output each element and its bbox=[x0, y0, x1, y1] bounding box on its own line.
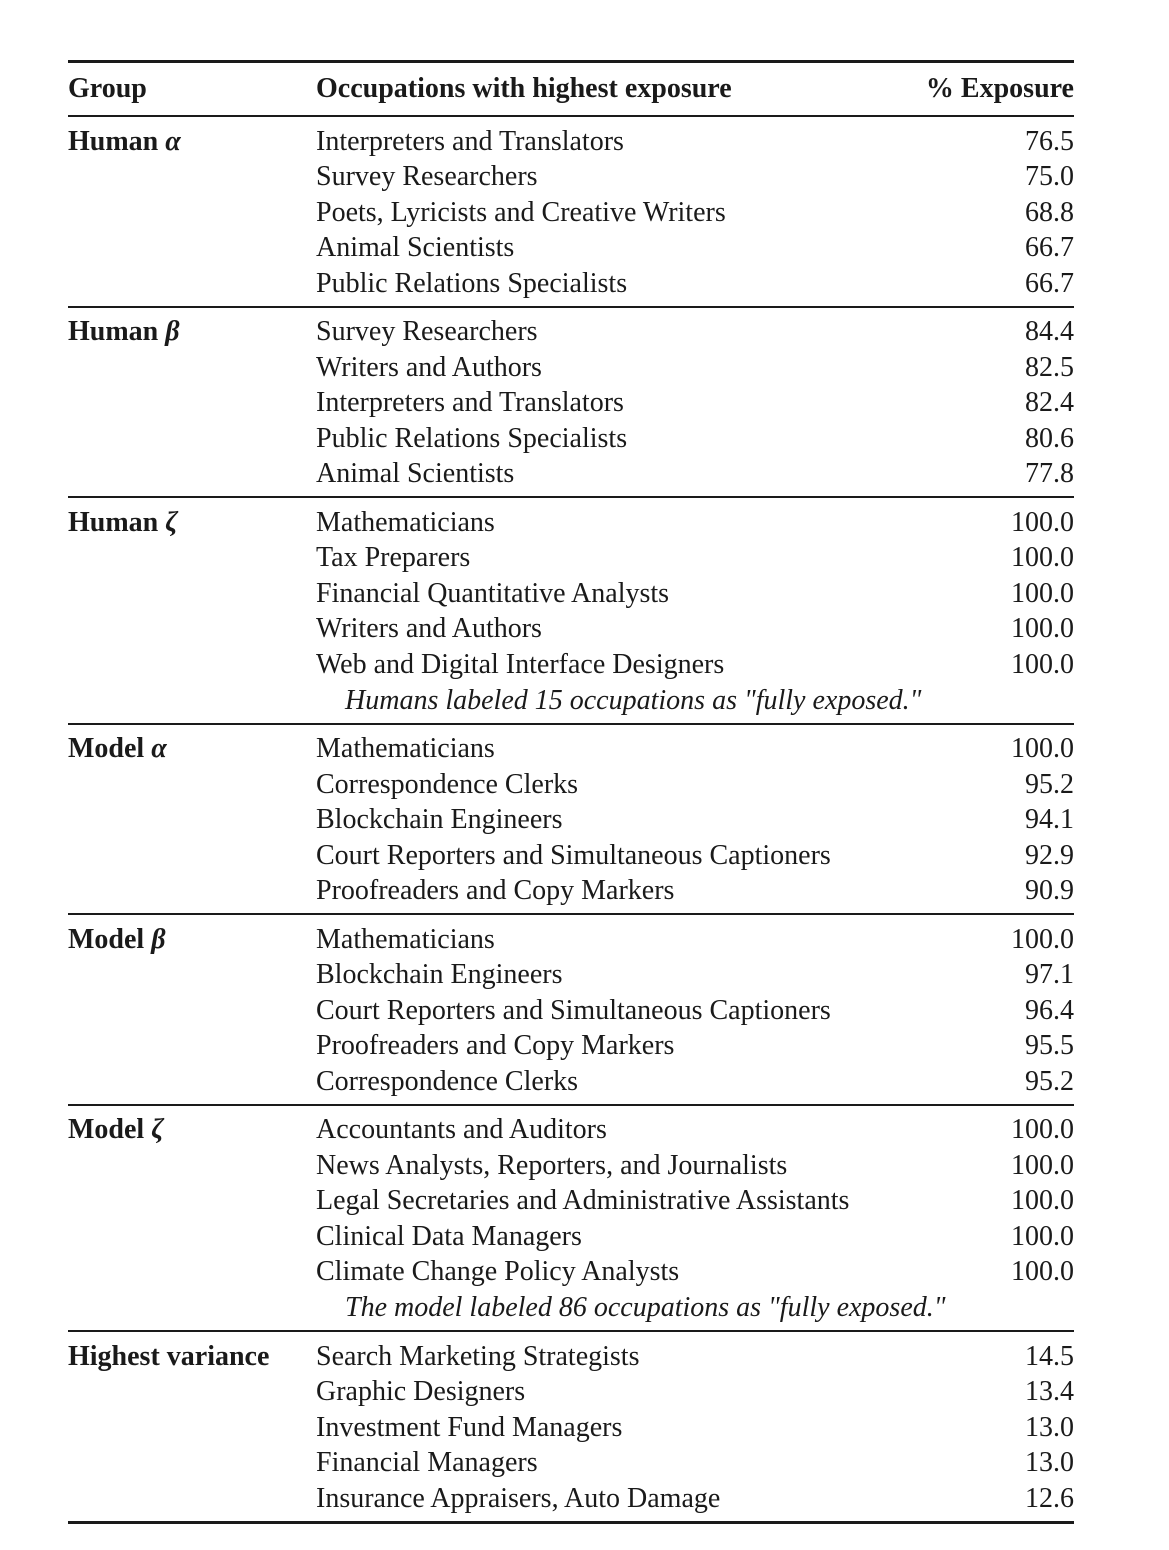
occupation-cell: Clinical Data Managers bbox=[316, 1220, 582, 1252]
table-row bbox=[68, 612, 1074, 648]
occupation-cell: Proofreaders and Copy Markers bbox=[316, 875, 675, 907]
exposure-cell: 68.8 bbox=[1025, 196, 1074, 228]
occupation-cell: Interpreters and Translators bbox=[316, 125, 624, 157]
exposure-cell: 13.0 bbox=[1025, 1447, 1074, 1479]
occupation-cell: Writers and Authors bbox=[316, 613, 542, 645]
table-section bbox=[68, 725, 1074, 914]
table-row bbox=[68, 732, 1074, 768]
group-label bbox=[68, 1341, 316, 1373]
group-label bbox=[68, 126, 316, 158]
occupation-cell: Search Marketing Strategists bbox=[316, 1340, 640, 1372]
exposure-cell: 66.7 bbox=[1025, 267, 1074, 299]
occupation-cell: Tax Preparers bbox=[316, 542, 471, 574]
group-name: Model bbox=[68, 733, 145, 765]
exposure-cell: 95.2 bbox=[1025, 768, 1074, 800]
occupation-cell: Correspondence Clerks bbox=[316, 1065, 579, 1097]
table-row bbox=[68, 1375, 1074, 1411]
table-header bbox=[68, 63, 1074, 115]
exposure-cell: 90.9 bbox=[1025, 875, 1074, 907]
occupation-cell: Animal Scientists bbox=[316, 458, 515, 490]
table-row bbox=[68, 838, 1074, 874]
table-section bbox=[68, 498, 1074, 723]
group-label bbox=[68, 316, 316, 348]
exposure-cell: 92.9 bbox=[1025, 839, 1074, 871]
table-row bbox=[68, 1481, 1074, 1517]
group-name: Human bbox=[68, 316, 159, 348]
exposure-table bbox=[68, 60, 1074, 1524]
exposure-cell: 100.0 bbox=[1011, 648, 1074, 680]
table-row bbox=[68, 1148, 1074, 1184]
exposure-cell: 100.0 bbox=[1011, 733, 1074, 765]
table-row bbox=[68, 1446, 1074, 1482]
table-body bbox=[68, 115, 1074, 1521]
exposure-cell: 97.1 bbox=[1025, 959, 1074, 991]
table-row bbox=[68, 874, 1074, 910]
table-row bbox=[68, 993, 1074, 1029]
exposure-cell: 95.5 bbox=[1025, 1030, 1074, 1062]
occupation-cell: Court Reporters and Simultaneous Captioners bbox=[316, 994, 831, 1026]
group-name: Highest variance bbox=[68, 1340, 270, 1372]
table-row bbox=[68, 767, 1074, 803]
exposure-cell: 82.4 bbox=[1025, 387, 1074, 419]
group-label bbox=[68, 507, 316, 539]
exposure-cell: 95.2 bbox=[1025, 1065, 1074, 1097]
exposure-cell: 12.6 bbox=[1025, 1482, 1074, 1514]
occupation-cell: Public Relations Specialists bbox=[316, 267, 628, 299]
occupation-cell: Climate Change Policy Analysts bbox=[316, 1256, 680, 1288]
table-row bbox=[68, 1410, 1074, 1446]
occupation-cell: Proofreaders and Copy Markers bbox=[316, 1030, 675, 1062]
group-label bbox=[68, 733, 316, 765]
group-symbol: α bbox=[151, 733, 167, 765]
header-exposure: % Exposure bbox=[925, 73, 1074, 104]
table-row bbox=[68, 958, 1074, 994]
occupation-cell: Writers and Authors bbox=[316, 351, 542, 383]
table-row bbox=[68, 647, 1074, 683]
occupation-cell: Poets, Lyricists and Creative Writers bbox=[316, 196, 726, 228]
group-name: Human bbox=[68, 506, 159, 538]
table-row bbox=[68, 457, 1074, 493]
table-section bbox=[68, 1332, 1074, 1521]
exposure-cell: 100.0 bbox=[1011, 1185, 1074, 1217]
occupation-cell: Legal Secretaries and Administrative Assistants bbox=[316, 1185, 850, 1217]
occupation-cell: Graphic Designers bbox=[316, 1376, 526, 1408]
table-row bbox=[68, 922, 1074, 958]
exposure-cell: 76.5 bbox=[1025, 125, 1074, 157]
group-symbol: β bbox=[151, 923, 166, 955]
table-row bbox=[68, 803, 1074, 839]
group-symbol: ζ bbox=[151, 1114, 164, 1146]
exposure-cell: 100.0 bbox=[1011, 923, 1074, 955]
table-row bbox=[68, 1255, 1074, 1291]
header-occupation: Occupations with highest exposure bbox=[316, 73, 732, 104]
exposure-cell: 100.0 bbox=[1011, 1220, 1074, 1252]
occupation-cell: Correspondence Clerks bbox=[316, 768, 579, 800]
section-note: Humans labeled 15 occupations as "fully exposed." bbox=[345, 684, 922, 716]
occupation-cell: Financial Managers bbox=[316, 1447, 538, 1479]
occupation-cell: Mathematicians bbox=[316, 923, 495, 955]
group-label bbox=[68, 924, 316, 956]
occupation-cell: Mathematicians bbox=[316, 733, 495, 765]
table-row bbox=[68, 160, 1074, 196]
exposure-cell: 14.5 bbox=[1025, 1340, 1074, 1372]
exposure-cell: 66.7 bbox=[1025, 232, 1074, 264]
table-row bbox=[68, 195, 1074, 231]
exposure-cell: 75.0 bbox=[1025, 161, 1074, 193]
occupation-cell: Insurance Appraisers, Auto Damage bbox=[316, 1482, 721, 1514]
group-label bbox=[68, 1114, 316, 1146]
exposure-cell: 96.4 bbox=[1025, 994, 1074, 1026]
occupation-cell: Accountants and Auditors bbox=[316, 1114, 607, 1146]
bottom-rule bbox=[68, 1521, 1074, 1524]
header-group: Group bbox=[68, 73, 147, 104]
group-name: Human bbox=[68, 125, 159, 157]
table-section bbox=[68, 1106, 1074, 1331]
exposure-cell: 84.4 bbox=[1025, 316, 1074, 348]
occupation-cell: Blockchain Engineers bbox=[316, 959, 563, 991]
occupation-cell: Animal Scientists bbox=[316, 232, 515, 264]
occupation-cell: Interpreters and Translators bbox=[316, 387, 624, 419]
exposure-cell: 100.0 bbox=[1011, 506, 1074, 538]
table-row bbox=[68, 386, 1074, 422]
table-row bbox=[68, 1113, 1074, 1149]
table-row bbox=[68, 124, 1074, 160]
exposure-cell: 100.0 bbox=[1011, 577, 1074, 609]
table-row bbox=[68, 350, 1074, 386]
occupation-cell: Court Reporters and Simultaneous Captioners bbox=[316, 839, 831, 871]
occupation-cell: Financial Quantitative Analysts bbox=[316, 577, 670, 609]
table-row bbox=[68, 421, 1074, 457]
table-row bbox=[68, 1339, 1074, 1375]
table-row bbox=[68, 541, 1074, 577]
exposure-cell: 13.4 bbox=[1025, 1376, 1074, 1408]
table-row bbox=[68, 315, 1074, 351]
occupation-cell: Survey Researchers bbox=[316, 161, 538, 193]
table-section bbox=[68, 117, 1074, 306]
group-symbol: α bbox=[165, 125, 181, 157]
occupation-cell: Public Relations Specialists bbox=[316, 422, 628, 454]
exposure-cell: 100.0 bbox=[1011, 613, 1074, 645]
exposure-cell: 100.0 bbox=[1011, 1149, 1074, 1181]
occupation-cell: Mathematicians bbox=[316, 506, 495, 538]
table-row bbox=[68, 1064, 1074, 1100]
exposure-cell: 100.0 bbox=[1011, 1256, 1074, 1288]
exposure-cell: 80.6 bbox=[1025, 422, 1074, 454]
table-row bbox=[68, 231, 1074, 267]
exposure-cell: 82.5 bbox=[1025, 351, 1074, 383]
occupation-cell: Investment Fund Managers bbox=[316, 1411, 623, 1443]
table-row bbox=[68, 1029, 1074, 1065]
table-section bbox=[68, 915, 1074, 1104]
table-row bbox=[68, 1184, 1074, 1220]
occupation-cell: Web and Digital Interface Designers bbox=[316, 648, 725, 680]
table-row bbox=[68, 1219, 1074, 1255]
table-row bbox=[68, 576, 1074, 612]
exposure-cell: 13.0 bbox=[1025, 1411, 1074, 1443]
table-section bbox=[68, 308, 1074, 497]
table-row bbox=[68, 266, 1074, 302]
section-note: The model labeled 86 occupations as "fully exposed." bbox=[345, 1292, 946, 1323]
exposure-cell: 77.8 bbox=[1025, 458, 1074, 490]
occupation-cell: Blockchain Engineers bbox=[316, 804, 563, 836]
exposure-cell: 100.0 bbox=[1011, 1114, 1074, 1146]
group-name: Model bbox=[68, 923, 145, 955]
occupation-cell: Survey Researchers bbox=[316, 316, 538, 348]
occupation-cell: News Analysts, Reporters, and Journalists bbox=[316, 1149, 788, 1181]
group-name: Model bbox=[68, 1114, 145, 1146]
exposure-cell: 94.1 bbox=[1025, 804, 1074, 836]
exposure-cell: 100.0 bbox=[1011, 542, 1074, 574]
group-symbol: ζ bbox=[165, 506, 178, 538]
table-row bbox=[68, 505, 1074, 541]
group-symbol: β bbox=[165, 316, 180, 348]
